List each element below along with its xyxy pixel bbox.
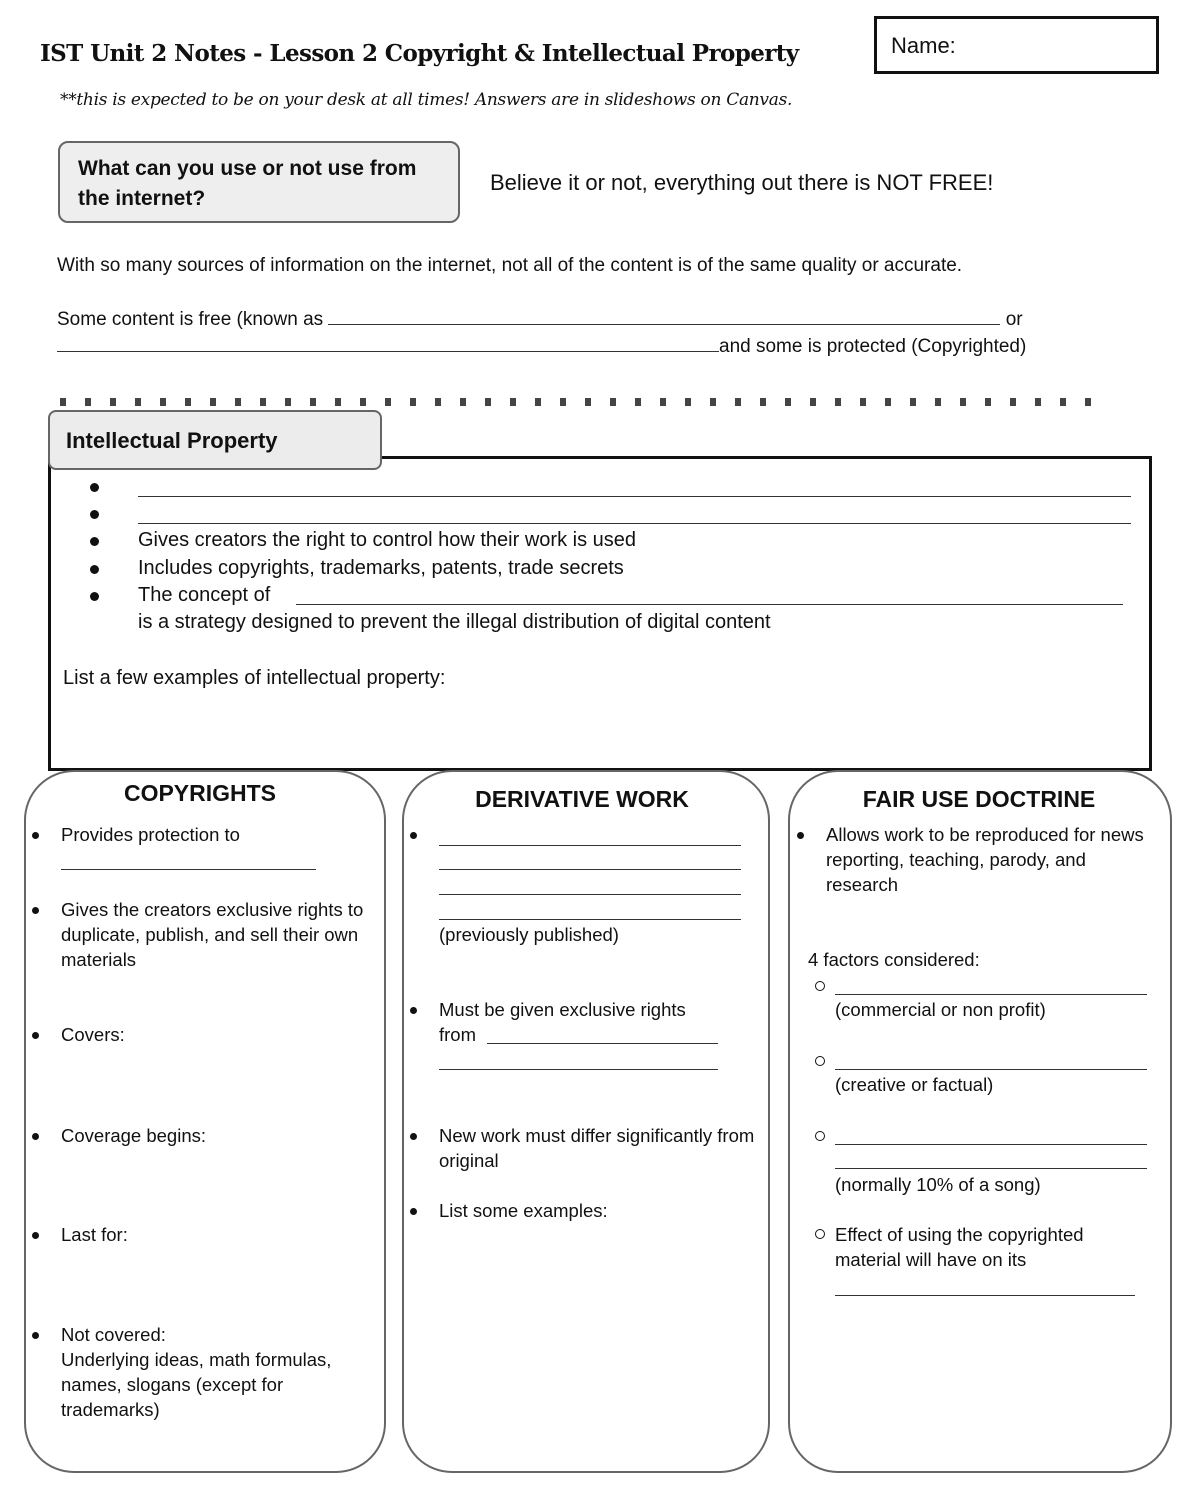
bullet-icon (90, 537, 99, 546)
ip-bullet-concept: The concept of (138, 584, 271, 606)
derivative-heading: DERIVATIVE WORK (475, 786, 689, 812)
bullet-icon (32, 1232, 39, 1239)
bullet-icon (32, 1032, 39, 1039)
derivative-new-work: New work must differ significantly from original (439, 1125, 755, 1171)
bullet-icon (410, 1007, 417, 1014)
circle-bullet-icon (815, 981, 825, 991)
bullet-icon (797, 832, 804, 839)
bullet-icon (32, 907, 39, 914)
copyrights-heading: COPYRIGHTS (123, 780, 277, 806)
factor-2-blank[interactable] (835, 1069, 1147, 1070)
fair-use-allows: Allows work to be reproduced for news reporting, teaching, parody, and research (826, 824, 1144, 895)
derivative-previously: (previously published) (439, 924, 619, 945)
ip-bullet-creators: Gives creators the right to control how their work is used (138, 529, 636, 551)
intro-paragraph (57, 252, 1117, 360)
dotted-divider (60, 398, 1100, 406)
page-title: IST Unit 2 Notes - Lesson 2 Copyright & Intellectual Property (40, 40, 799, 67)
derivative-from: from (439, 1024, 476, 1045)
bullet-icon (410, 1208, 417, 1215)
derivative-must-be: Must be given exclusive rights (439, 999, 686, 1020)
fair-use-heading: FAIR USE DOCTRINE (862, 786, 1096, 812)
bullet-icon (410, 832, 417, 839)
circle-bullet-icon (815, 1056, 825, 1066)
ip-blank-1[interactable] (138, 496, 1131, 497)
factor-3-blank[interactable] (835, 1144, 1147, 1145)
factor-3-blank-2[interactable] (835, 1168, 1147, 1169)
ip-bullet-concept-cont: is a strategy designed to prevent the illegal distribution of digital content (138, 611, 771, 633)
copyrights-last: Last for: (61, 1224, 128, 1245)
bullet-icon (90, 483, 99, 492)
bullet-icon (32, 1133, 39, 1140)
believe-statement: Believe it or not, everything out there is NOT FREE! (490, 170, 994, 195)
name-field[interactable] (874, 16, 1159, 74)
bullet-icon (410, 1133, 417, 1140)
name-label: Name: (891, 33, 956, 58)
ip-bullet-includes: Includes copyrights, trademarks, patents, trade secrets (138, 557, 624, 579)
factor-3-note: (normally 10% of a song) (835, 1174, 1041, 1195)
some-content-prefix: Some content is free (known as (57, 309, 324, 330)
copyrights-not-covered: Not covered: (61, 1324, 166, 1345)
derivative-blank-4[interactable] (439, 919, 741, 920)
bullet-icon (90, 565, 99, 574)
concept-blank[interactable] (296, 604, 1123, 605)
copyrights-not-covered-detail: Underlying ideas, math formulas, names, slogans (except for trademarks) (61, 1349, 332, 1420)
copyrights-gives: Gives the creators exclusive rights to duplicate, publish, and sell their own materials (61, 899, 364, 970)
free-content-blank[interactable] (328, 306, 1000, 325)
circle-bullet-icon (815, 1131, 825, 1141)
some-content-line-2 (57, 333, 1117, 360)
copyrights-coverage: Coverage begins: (61, 1125, 207, 1146)
copyrights-provides: Provides protection to (61, 824, 240, 845)
derivative-list-some: List some examples: (439, 1200, 608, 1221)
derivative-blank-3[interactable] (439, 894, 741, 895)
ip-list-prompt: List a few examples of intellectual property: (63, 667, 446, 689)
free-content-blank-2[interactable] (57, 333, 719, 352)
page-subtitle: **this is expected to be on your desk at all times! Answers are in slideshows on Canvas. (60, 90, 793, 110)
derivative-blank-1[interactable] (439, 845, 741, 846)
bullet-icon (90, 592, 99, 601)
some-content-or: or (1005, 309, 1023, 330)
factor-1-blank[interactable] (835, 994, 1147, 995)
bullet-icon (32, 832, 39, 839)
factor-2-note: (creative or factual) (835, 1074, 994, 1095)
derivative-panel (402, 770, 770, 1473)
some-content-line (57, 306, 1117, 333)
derivative-blank-2[interactable] (439, 869, 741, 870)
intro-text: With so many sources of information on the internet, not all of the content is of the same quality or accurate. (57, 255, 963, 276)
fair-use-factors: 4 factors considered: (808, 949, 980, 970)
from-blank[interactable] (487, 1043, 718, 1044)
factor-4-blank[interactable] (835, 1295, 1135, 1296)
provides-blank[interactable] (61, 869, 316, 870)
some-content-suffix: and some is protected (Copyrighted) (719, 336, 1027, 357)
circle-bullet-icon (815, 1229, 825, 1239)
factor-4: Effect of using the copyrighted material will have on its (835, 1224, 1084, 1270)
copyrights-covers: Covers: (61, 1024, 125, 1045)
factor-1-note: (commercial or non profit) (835, 999, 1046, 1020)
intellectual-property-tab: Intellectual Property (48, 410, 382, 470)
from-blank-2[interactable] (439, 1069, 718, 1070)
bullet-icon (90, 510, 99, 519)
ip-blank-2[interactable] (138, 523, 1131, 524)
question-callout: What can you use or not use from the internet? (58, 141, 460, 223)
bullet-icon (32, 1332, 39, 1339)
